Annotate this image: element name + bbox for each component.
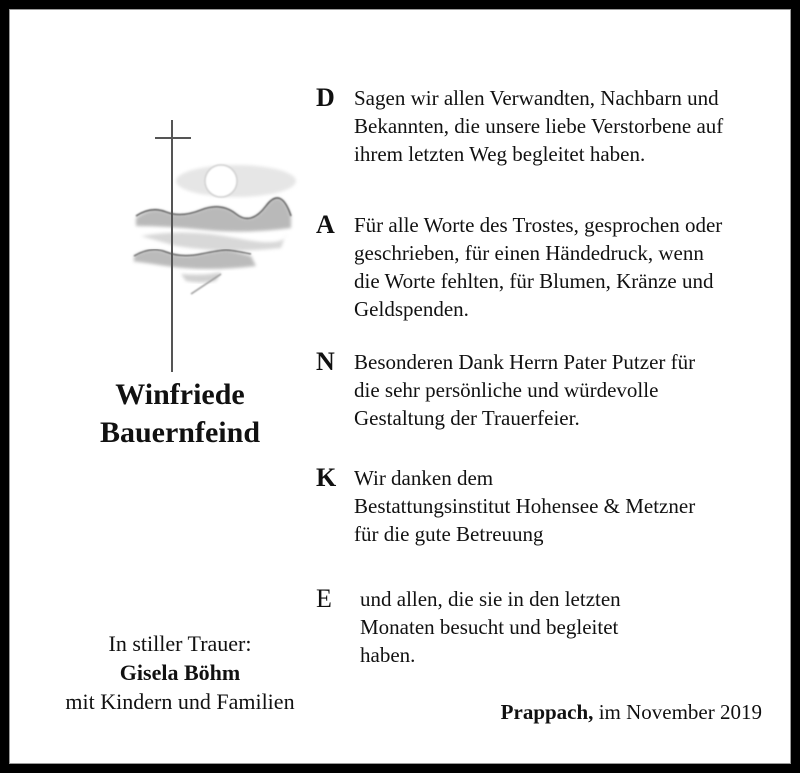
date-text: im November 2019 (593, 700, 762, 724)
thanks-paragraph-a (316, 211, 786, 323)
acrostic-letter: D (316, 83, 335, 112)
paragraph-line: ihrem letzten Weg begleitet haben. (354, 142, 646, 166)
paragraph-line: Wir danken dem (354, 466, 494, 490)
place-name: Prappach, (500, 700, 594, 724)
deceased-name (50, 376, 310, 452)
paragraph-line: Monaten besucht und begleitet (360, 615, 619, 639)
acrostic-letter: A (316, 210, 335, 239)
acrostic-letter: N (316, 347, 335, 376)
paragraph-line: Gestaltung der Trauerfeier. (354, 406, 580, 430)
paragraph-line: Geldspenden. (354, 297, 469, 321)
mourners-family: mit Kindern und Familien (65, 689, 295, 714)
paragraph-line: die Worte fehlten, für Blumen, Kränze und (354, 269, 714, 293)
paragraph-line: die sehr persönliche und würdevolle (354, 378, 659, 402)
paragraph-line: geschrieben, für einen Händedruck, wenn (354, 241, 704, 265)
thanks-paragraph-n (316, 348, 786, 432)
paragraph-line: und allen, die sie in den letzten (360, 587, 621, 611)
place-and-date (501, 698, 762, 726)
deceased-first-name: Winfriede (115, 378, 245, 411)
acrostic-letter: K (316, 463, 337, 492)
paragraph-line: Für alle Worte des Trostes, gesprochen oder (354, 213, 723, 237)
thanks-paragraph-d (316, 84, 786, 168)
thanks-paragraph-e (316, 585, 786, 669)
paragraph-line: Sagen wir allen Verwandten, Nachbarn und (354, 86, 719, 110)
mourners-block (30, 629, 330, 716)
cross-with-sun-landscape-icon (126, 106, 306, 376)
paragraph-line: haben. (360, 643, 416, 667)
mourner-name: Gisela Böhm (119, 660, 241, 685)
paragraph-line: Bestattungsinstitut Hohensee & Metzner (354, 494, 696, 518)
obituary-card (9, 9, 791, 764)
mourners-intro: In stiller Trauer: (108, 631, 252, 656)
paragraph-line: für die gute Betreuung (354, 522, 544, 546)
thanks-paragraph-k (316, 464, 786, 548)
acrostic-letter: E (316, 584, 332, 613)
deceased-last-name: Bauernfeind (99, 416, 261, 449)
paragraph-line: Besonderen Dank Herrn Pater Putzer für (354, 350, 696, 374)
paragraph-line: Bekannten, die unsere liebe Verstorbene auf (354, 114, 724, 138)
